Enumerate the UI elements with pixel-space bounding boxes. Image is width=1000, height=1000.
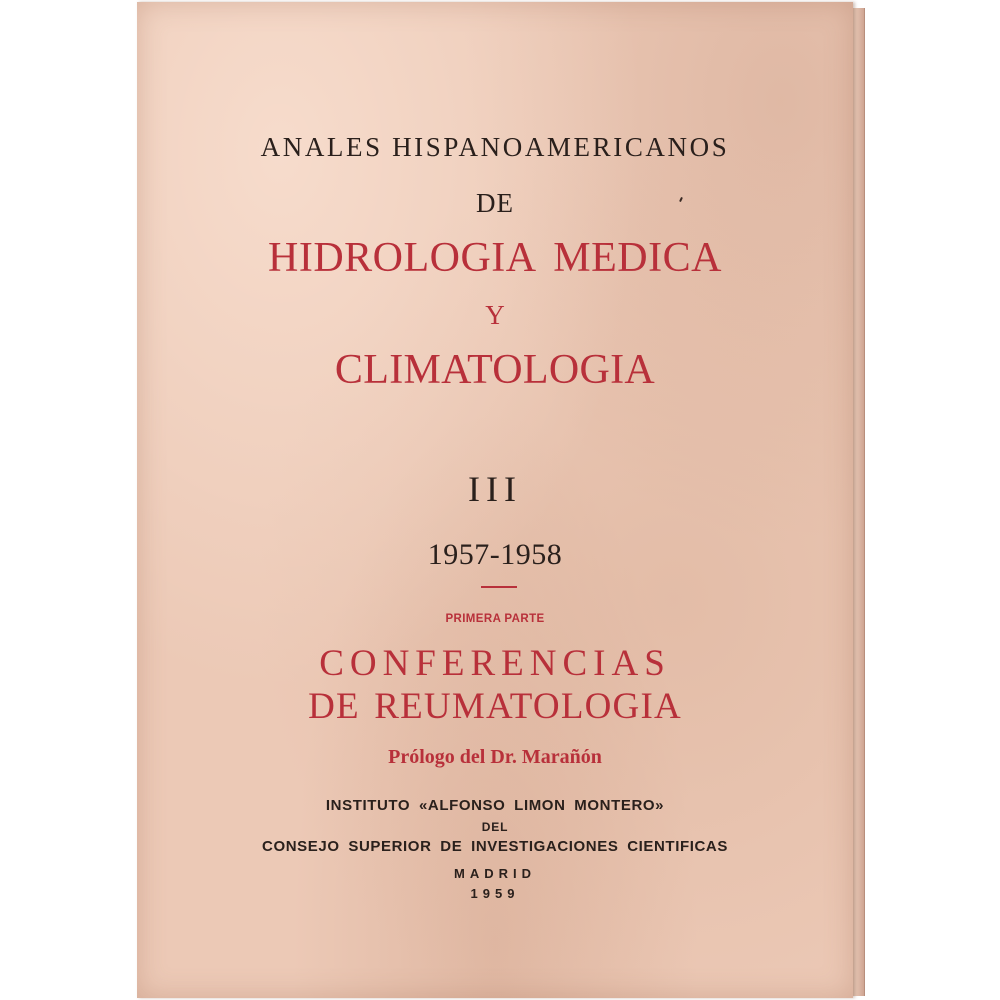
publication-city: MADRID: [454, 866, 536, 881]
main-title-line-1: HIDROLOGIA MEDICA: [268, 235, 722, 281]
publication-year: 1959: [470, 886, 520, 901]
prologue-credit: Prólogo del Dr. Marañón: [388, 746, 602, 768]
divider-rule: [481, 586, 517, 588]
volume-years: 1957-1958: [427, 538, 563, 571]
title-connector-y: Y: [485, 300, 505, 330]
institute-name: INSTITUTO «ALFONSO LIMON MONTERO»: [325, 797, 665, 814]
series-title: ANALES HISPANOAMERICANOS: [260, 132, 730, 162]
volume-number: III: [468, 469, 522, 509]
subtitle-line-2: DE REUMATOLOGIA: [308, 686, 682, 727]
part-label: PRIMERA PARTE: [445, 613, 545, 625]
council-name: CONSEJO SUPERIOR DE INVESTIGACIONES CIENTIFICAS: [262, 838, 728, 855]
book-cover: [137, 2, 853, 998]
institute-connector: DEL: [481, 820, 509, 834]
subtitle-line-1: CONFERENCIAS: [319, 643, 671, 684]
main-title-line-2: CLIMATOLOGIA: [334, 347, 656, 393]
title-connector-de: DE: [476, 188, 514, 218]
